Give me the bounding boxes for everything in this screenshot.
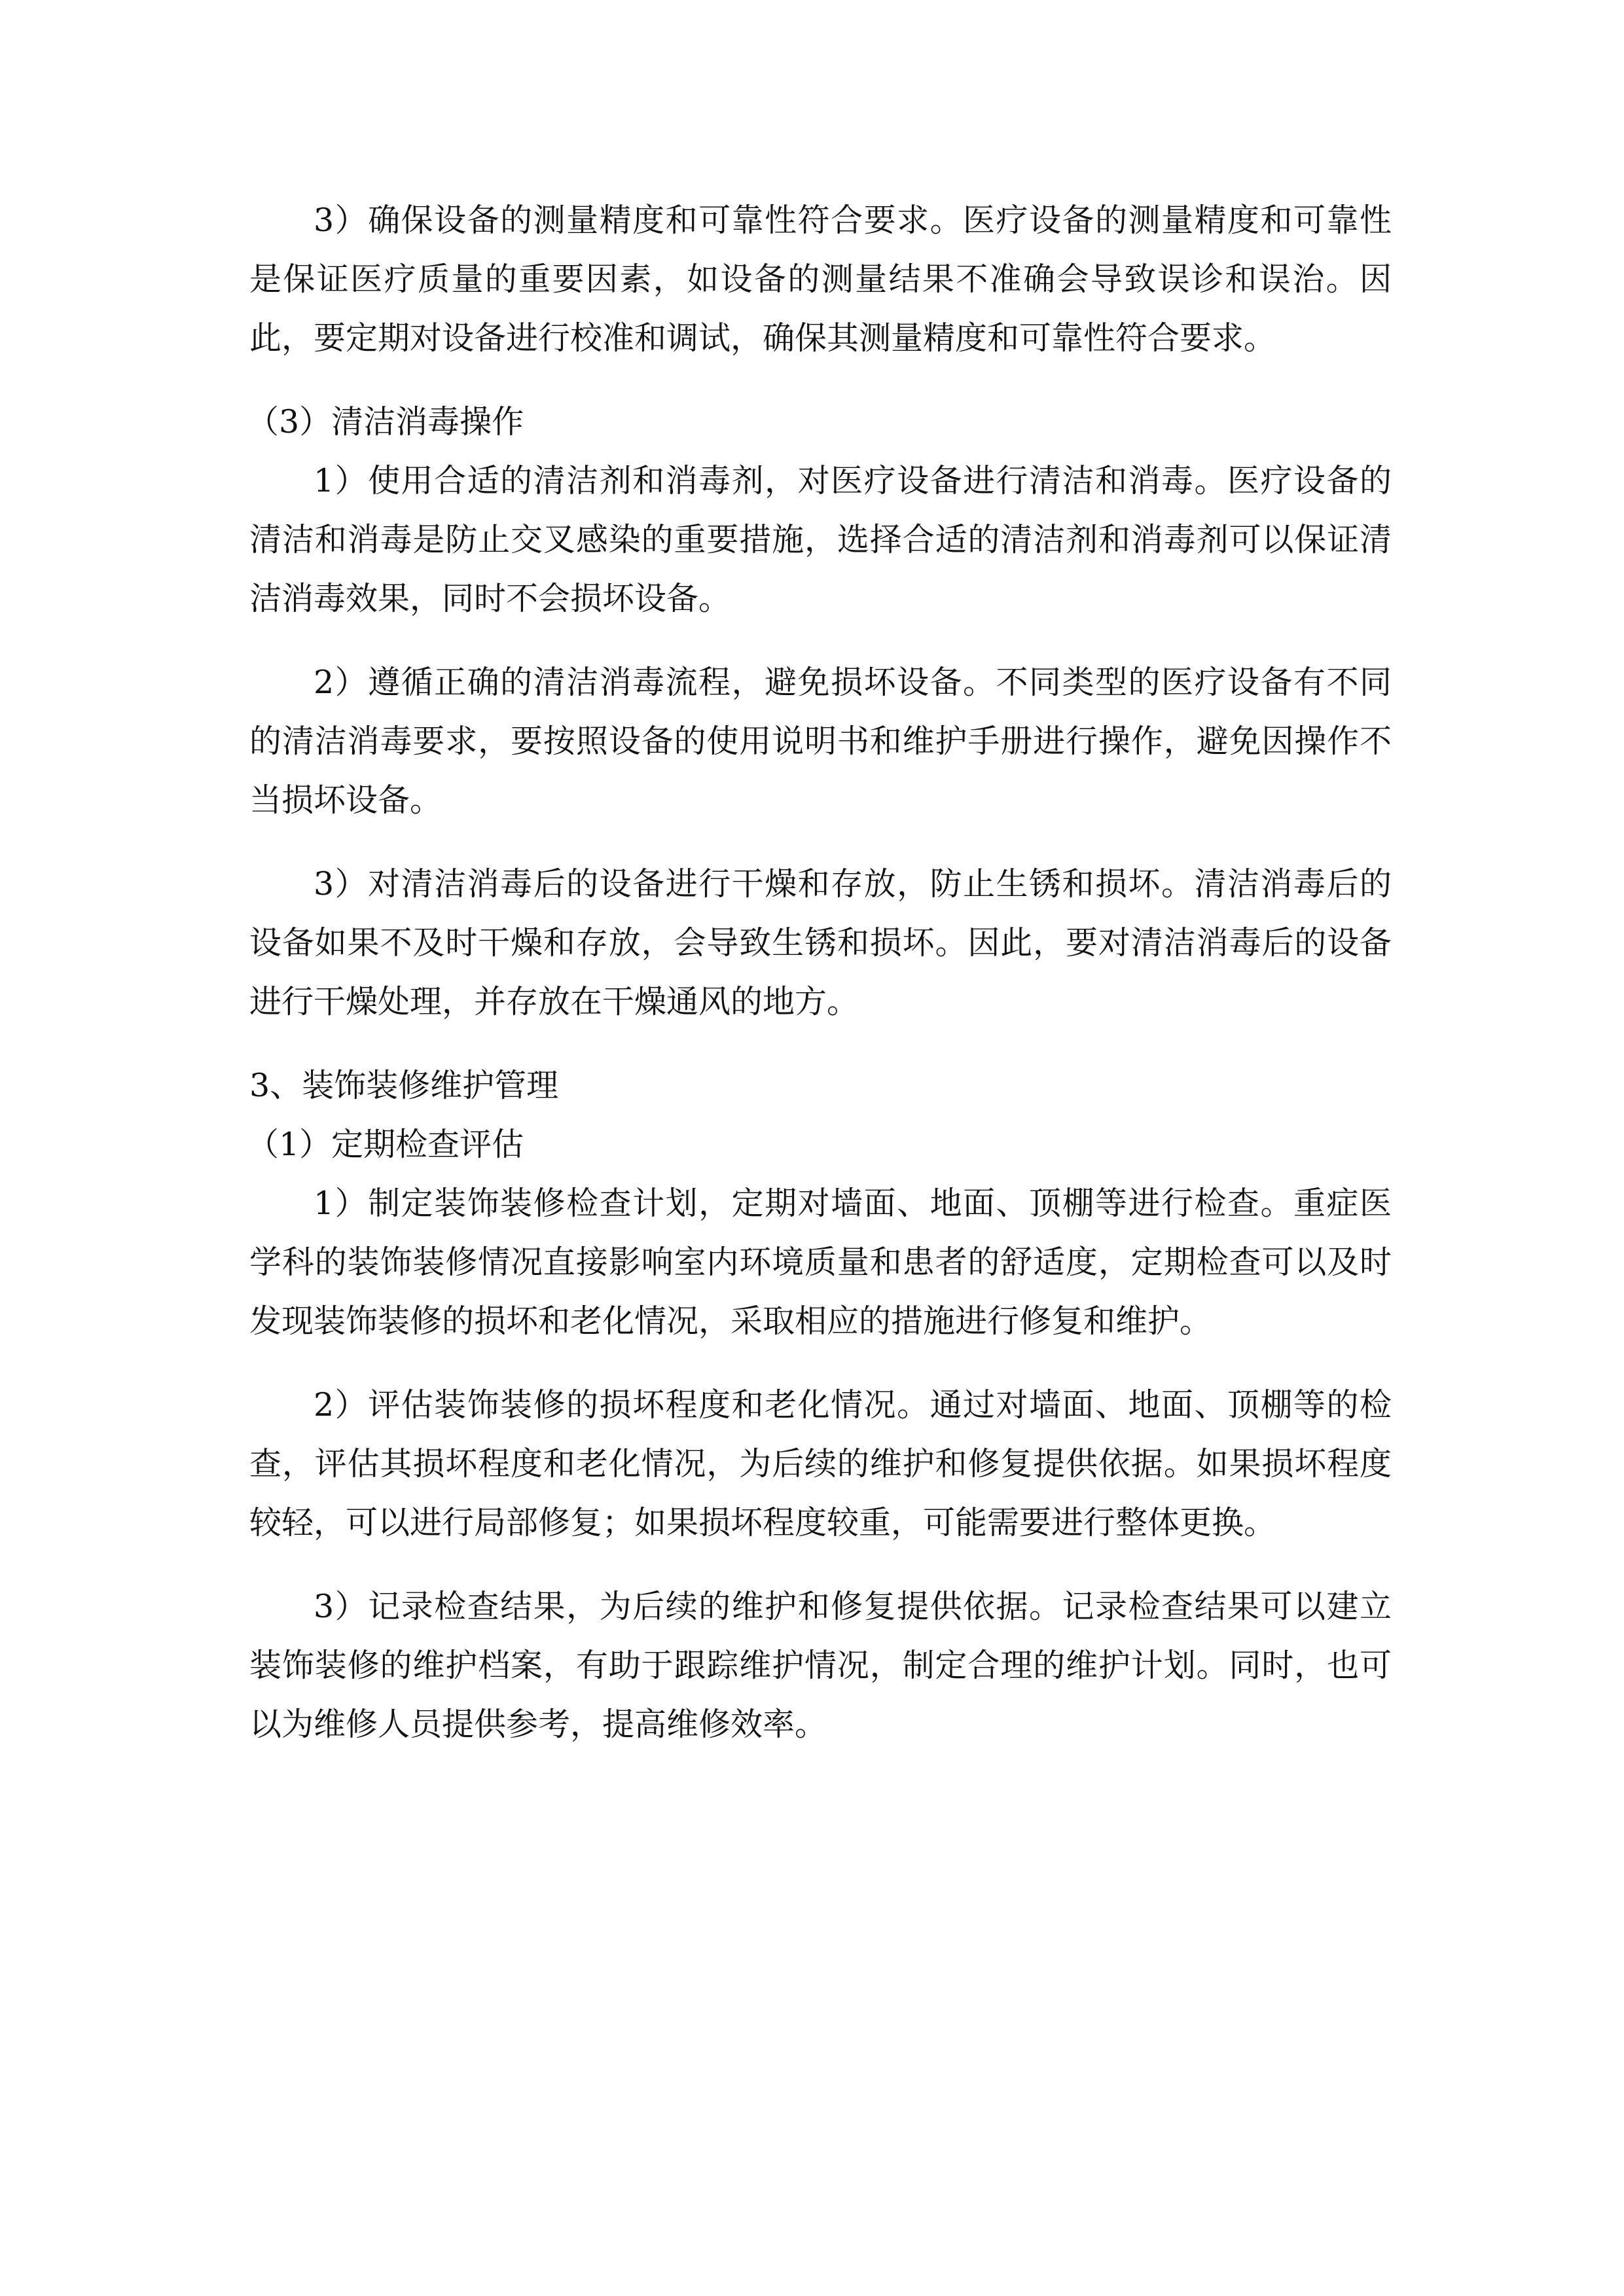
paragraph-measurement-accuracy: 3）确保设备的测量精度和可靠性符合要求。医疗设备的测量精度和可靠性是保证医疗质量的重要因素，如设备的测量结果不准确会导致误诊和误治。因此，要定期对设备进行校准和调试，确保其测量精度和可靠性符合要求。 [249,202,1392,357]
section-heading-decoration-maintenance: 3、装饰装修维护管理 [249,1067,559,1104]
paragraph-cleaning-procedure: 2）遵循正确的清洁消毒流程，避免损坏设备。不同类型的医疗设备有不同的清洁消毒要求，要按照设备的使用说明书和维护手册进行操作，避免因操作不当损坏设备。 [249,664,1392,819]
paragraph-record-results: 3）记录检查结果，为后续的维护和修复提供依据。记录检查结果可以建立装饰装修的维护档案，有助于跟踪维护情况，制定合理的维护计划。同时，也可以为维修人员提供参考，提高维修效率。 [249,1588,1392,1743]
document-body [249,191,1392,1754]
paragraph-damage-assessment: 2）评估装饰装修的损坏程度和老化情况。通过对墙面、地面、顶棚等的检查，评估其损坏程度和老化情况，为后续的维护和修复提供依据。如果损坏程度较轻，可以进行局部修复；如果损坏程度较重，可能需要进行整体更换。 [249,1386,1392,1541]
subheading-periodic-inspection: （1）定期检查评估 [247,1126,524,1163]
paragraph-inspection-plan: 1）制定装饰装修检查计划，定期对墙面、地面、顶棚等进行检查。重症医学科的装饰装修情况直接影响室内环境质量和患者的舒适度，定期检查可以及时发现装饰装修的损坏和老化情况，采取相应的措施进行修复和维护。 [249,1185,1392,1340]
subheading-cleaning-disinfection: （3）清洁消毒操作 [247,403,524,440]
paragraph-drying-storage: 3）对清洁消毒后的设备进行干燥和存放，防止生锈和损坏。清洁消毒后的设备如果不及时干燥和存放，会导致生锈和损坏。因此，要对清洁消毒后的设备进行干燥处理，并存放在干燥通风的地方。 [249,865,1392,1020]
paragraph-cleaning-agents: 1）使用合适的清洁剂和消毒剂，对医疗设备进行清洁和消毒。医疗设备的清洁和消毒是防止交叉感染的重要措施，选择合适的清洁剂和消毒剂可以保证清洁消毒效果，同时不会损坏设备。 [249,462,1392,617]
